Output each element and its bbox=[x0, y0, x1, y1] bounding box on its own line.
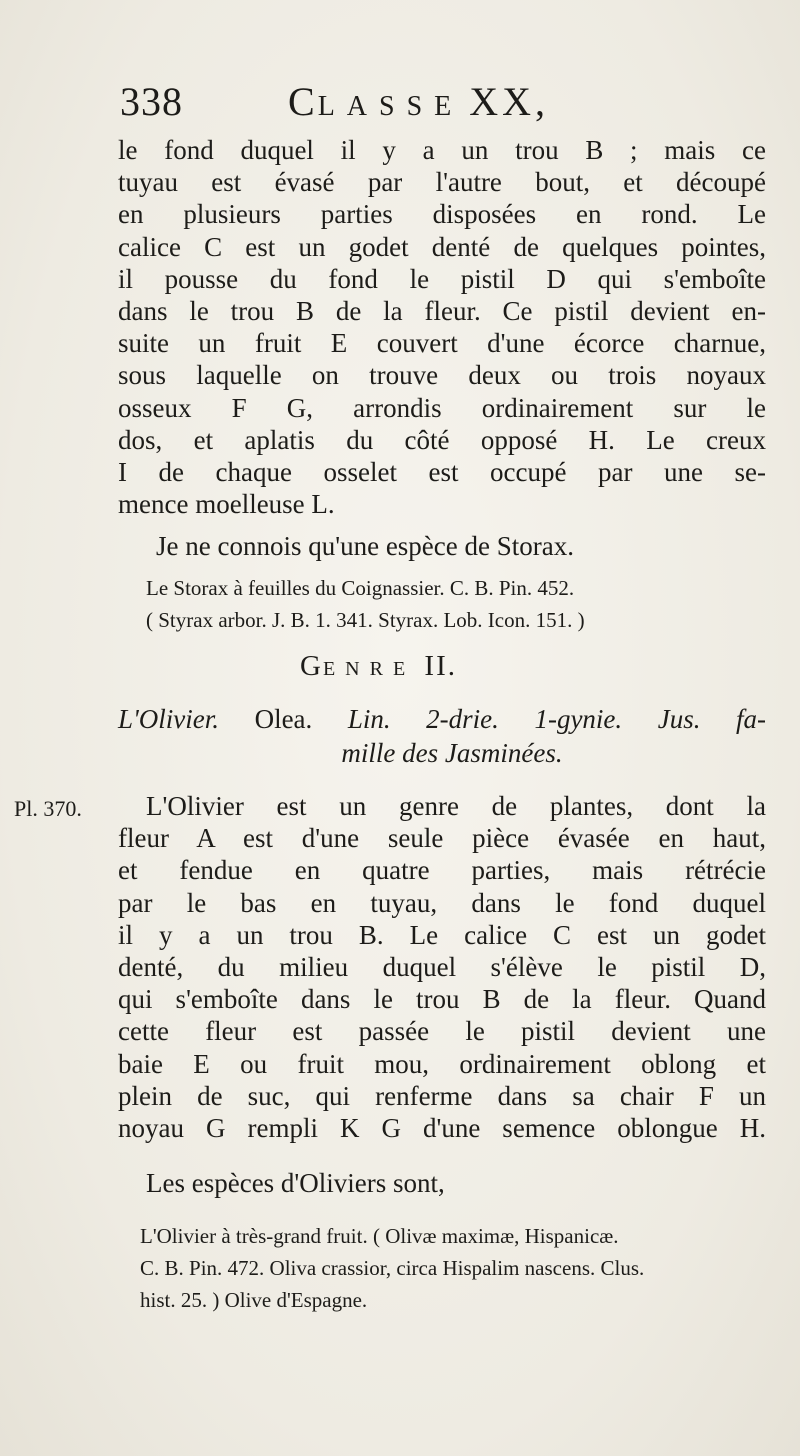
text-line: par le bas en tuyau, dans le fond duquel bbox=[118, 887, 766, 918]
species-intro-storax: Je ne connois qu'une espèce de Storax. bbox=[156, 531, 574, 561]
species-entry-synonym: C. B. Pin. 472. Oliva crassior, circa Hispalim nascens. Clus. bbox=[140, 1256, 645, 1280]
text-line: denté, du milieu duquel s'élève le pistil D, bbox=[118, 952, 766, 983]
page-number: 338 bbox=[120, 79, 183, 124]
text-line: mence moelleuse L. bbox=[118, 489, 335, 520]
text-line: baie E ou fruit mou, ordinairement oblong et bbox=[118, 1048, 766, 1079]
text-line: sous laquelle on trouve deux ou trois noyaux bbox=[118, 360, 766, 391]
running-title-smallcaps: LASSE bbox=[317, 91, 464, 122]
text-line: il pousse du fond le pistil D qui s'emboîte bbox=[118, 263, 766, 294]
text-line: dans le trou B de la fleur. Ce pistil devient en- bbox=[118, 296, 766, 327]
text-line: osseux F G, arrondis ordinairement sur le bbox=[118, 392, 766, 423]
plate-reference: Pl. 370. bbox=[14, 796, 82, 821]
species-intro-olivier: Les espèces d'Oliviers sont, bbox=[146, 1168, 445, 1198]
species-list-olivier bbox=[140, 1220, 766, 1316]
text-line: qui s'emboîte dans le trou B de la fleur. Quand bbox=[118, 984, 766, 1015]
genus-heading bbox=[300, 650, 600, 683]
text-line: I de chaque osselet est occupé par une se- bbox=[118, 457, 766, 488]
text-line: plein de suc, qui renferme dans sa chair F un bbox=[118, 1080, 766, 1111]
text-line: calice C est un godet denté de quelques pointes, bbox=[118, 231, 766, 262]
genus-title-line bbox=[118, 702, 766, 736]
species-entry: Le Storax à feuilles du Coignassier. C. B. Pin. 452. bbox=[146, 576, 575, 600]
species-entry-synonym: ( Styrax arbor. J. B. 1. 341. Styrax. Lob. Icon. 151. ) bbox=[146, 608, 585, 632]
genus-title bbox=[118, 702, 766, 770]
genus-heading-initial: G bbox=[300, 650, 323, 682]
text-line: fleur A est d'une seule pièce évasée en haut, bbox=[118, 823, 766, 854]
paragraph-storax-description bbox=[118, 134, 766, 520]
genus-family: mille des Jasminées. bbox=[341, 738, 563, 768]
genus-latin-name: Olea. bbox=[254, 704, 313, 734]
text-line: en plusieurs parties disposées en rond. Le bbox=[118, 199, 766, 230]
text-line: il y a un trou B. Le calice C est un godet bbox=[118, 919, 766, 950]
species-entry: L'Olivier à très-grand fruit. ( Olivæ maximæ, Hispanicæ. bbox=[140, 1224, 619, 1248]
running-title-roman: XX, bbox=[469, 79, 550, 124]
genus-heading-number: II. bbox=[424, 650, 457, 682]
genus-heading-smallcaps: ENRE bbox=[322, 658, 416, 680]
running-title bbox=[288, 78, 549, 125]
species-entry-synonym: hist. 25. ) Olive d'Espagne. bbox=[140, 1288, 368, 1312]
species-list-storax bbox=[146, 572, 766, 636]
genus-jus: Jus. bbox=[657, 704, 701, 734]
page-header bbox=[120, 78, 640, 126]
genus-order: 1-gynie. bbox=[534, 704, 623, 734]
text-line: dos, et aplatis du côté opposé H. Le creux bbox=[118, 424, 766, 455]
text-line: suite un fruit E couvert d'une écorce charnue, bbox=[118, 328, 766, 359]
text-line: L'Olivier est un genre de plantes, dont la bbox=[146, 791, 766, 821]
genus-family-start: fa- bbox=[736, 704, 767, 734]
text-line: et fendue en quatre parties, mais rétrécie bbox=[118, 855, 766, 886]
paragraph-olivier-description bbox=[118, 790, 766, 1144]
genus-lin: Lin. bbox=[347, 704, 391, 734]
genus-french-name: L'Olivier. bbox=[118, 704, 220, 734]
text-line: noyau G rempli K G d'une semence oblongue H. bbox=[118, 1113, 766, 1144]
genus-class: 2-drie. bbox=[426, 704, 499, 734]
text-line: le fond duquel il y a un trou B ; mais ce bbox=[118, 135, 766, 165]
running-title-initial: C bbox=[288, 79, 318, 124]
text-line: tuyau est évasé par l'autre bout, et découpé bbox=[118, 167, 766, 198]
text-line: cette fleur est passée le pistil devient une bbox=[118, 1016, 766, 1047]
